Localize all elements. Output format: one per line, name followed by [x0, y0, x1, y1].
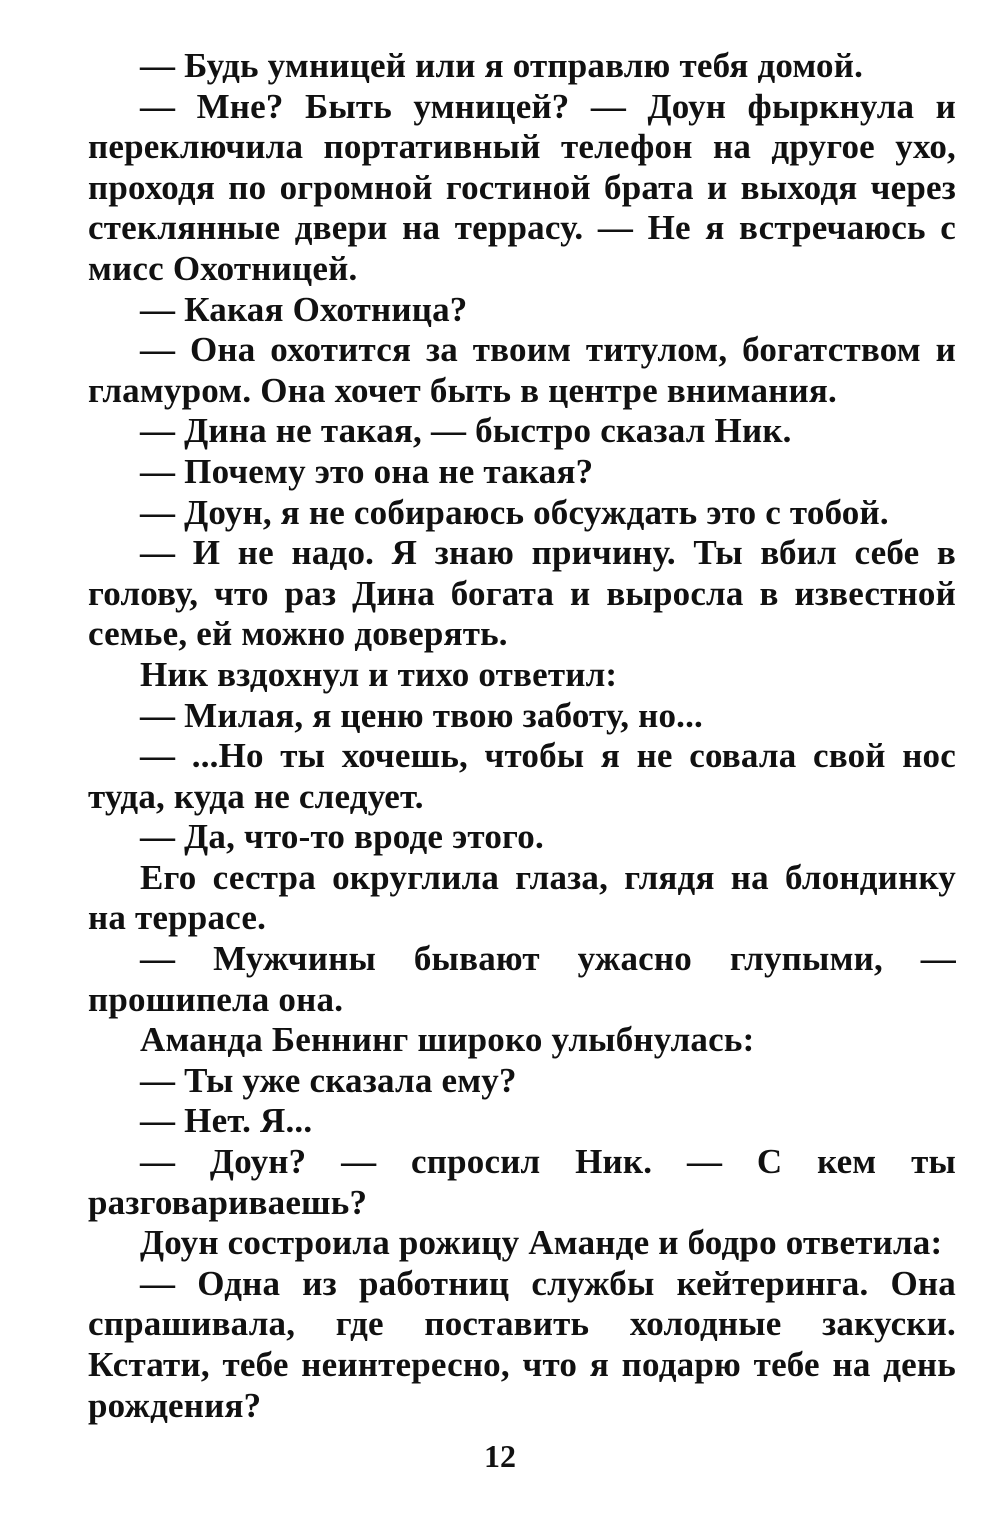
text-column: [88, 46, 956, 1426]
paragraph: — Дина не такая, — быстро сказал Ник.: [140, 411, 792, 451]
paragraph: — Милая, я ценю твою заботу, но...: [140, 695, 704, 735]
paragraph: — Почему это она не такая?: [140, 451, 594, 491]
paragraph: — Доун? — спросил Ник. — С кем ты разговариваешь?: [88, 1142, 956, 1222]
paragraph: — Ты уже сказала ему?: [140, 1060, 517, 1100]
paragraph: Доун состроила рожицу Аманде и бодро ответила:: [140, 1223, 943, 1263]
paragraph: Его сестра округлила глаза, глядя на блондинку на террасе.: [88, 857, 956, 938]
paragraph: — Нет. Я...: [140, 1101, 313, 1141]
paragraph: — Она охотится за твоим титулом, богатством и гламуром. Она хочет быть в центре внимания.: [88, 330, 956, 410]
page-number: 12: [484, 1438, 516, 1474]
paragraph: — Мне? Быть умницей? — Доун фыркнула и переключила портативный телефон на другое ухо, проходя по огромной гостиной брата и выходя через стеклянные двери на террасу. — Не я встречаюсь с мисс Охотницей.: [88, 86, 956, 288]
paragraph: Ник вздохнул и тихо ответил:: [140, 654, 618, 694]
paragraph: — И не надо. Я знаю причину. Ты вбил себе в голову, что раз Дина богата и выросла в известной семье, ей можно доверять.: [88, 533, 956, 654]
paragraph: — Доун, я не собираюсь обсуждать это с тобой.: [140, 492, 889, 532]
paragraph: — Да, что-то вроде этого.: [140, 817, 544, 857]
paragraph: — ...Но ты хочешь, чтобы я не совала свой нос туда, куда не следует.: [88, 736, 956, 816]
paragraph: Аманда Беннинг широко улыбнулась:: [140, 1020, 755, 1060]
paragraph: — Одна из работниц службы кейтеринга. Она спрашивала, где поставить холодные закуски. Кстати, тебе неинтересно, что я подарю тебе на день рождения?: [88, 1263, 956, 1425]
paragraph: — Мужчины бывают ужасно глупыми, — прошипела она.: [88, 939, 956, 1019]
paragraph: — Какая Охотница?: [140, 289, 468, 329]
paragraph: — Будь умницей или я отправлю тебя домой.: [140, 46, 864, 85]
